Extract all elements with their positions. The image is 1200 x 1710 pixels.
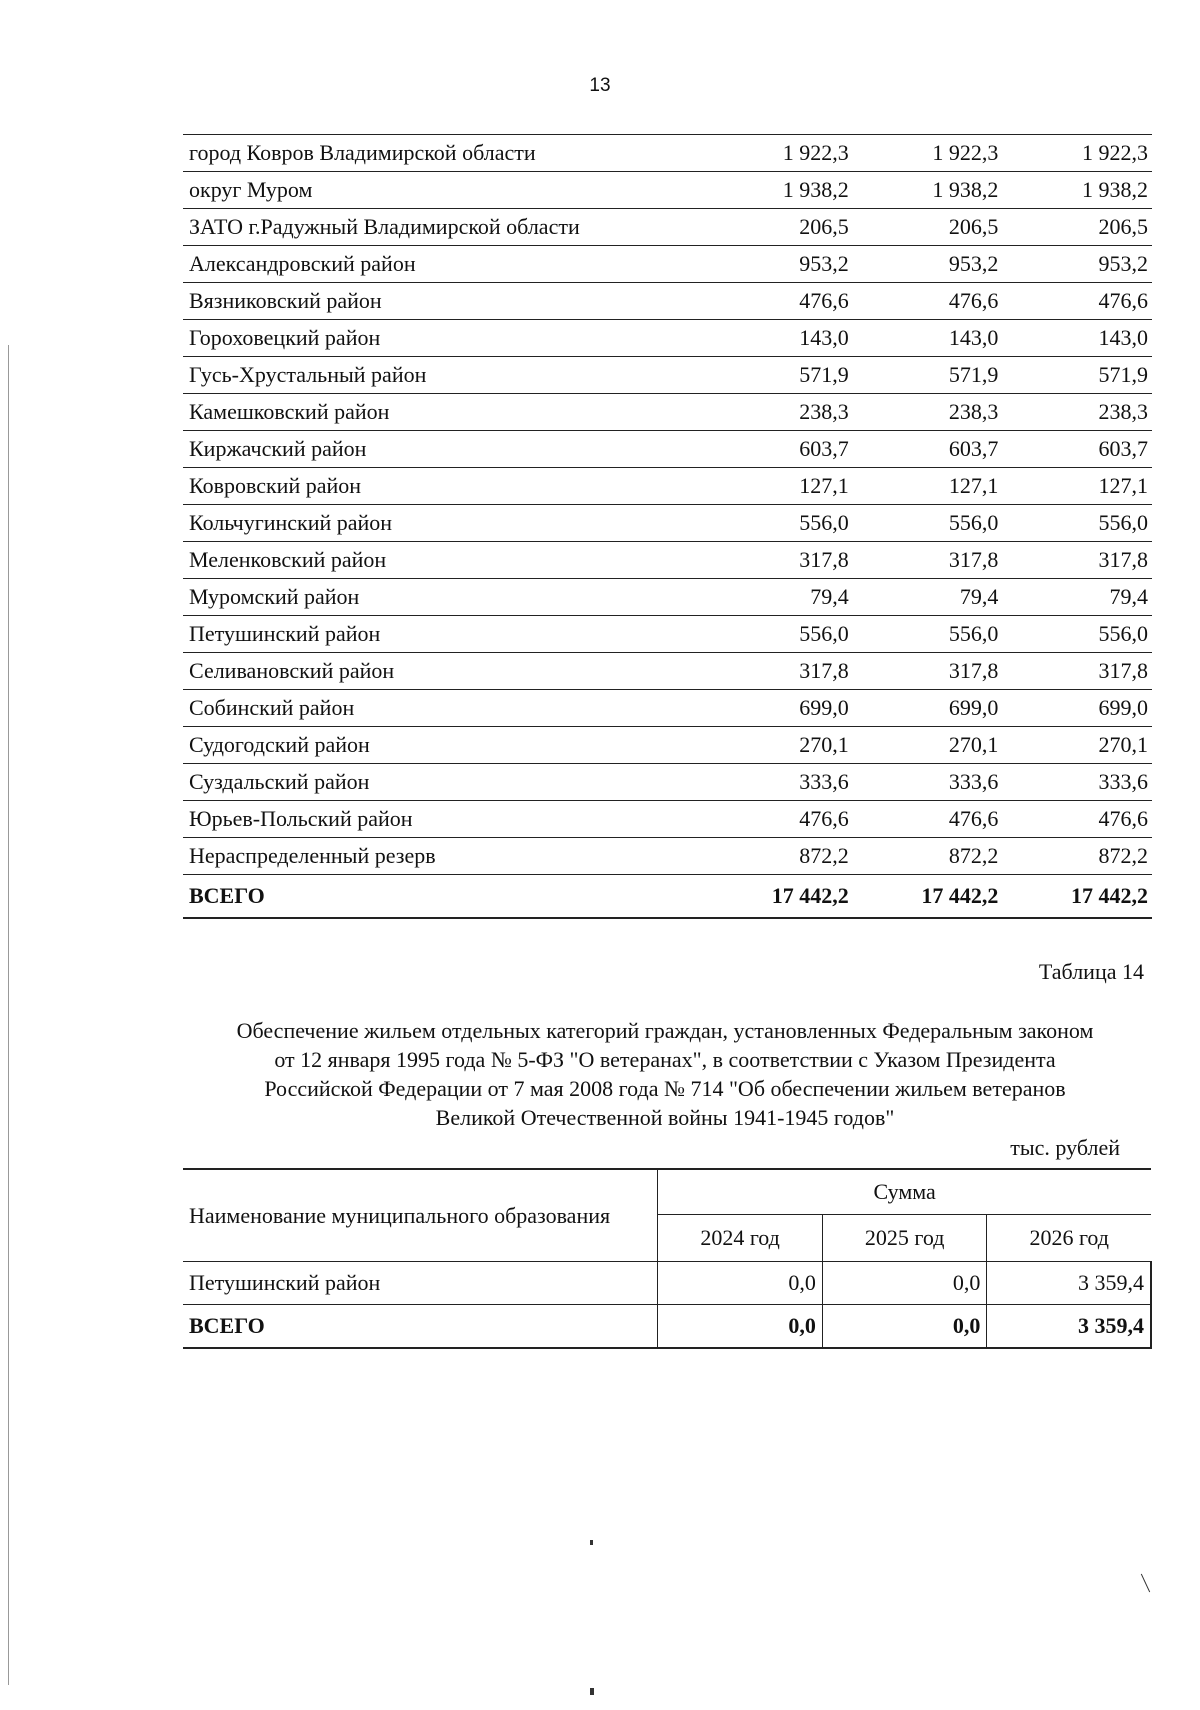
cell-value-2025: 872,2 bbox=[853, 838, 1003, 875]
cell-value-2026: 953,2 bbox=[1002, 246, 1152, 283]
cell-value-2025: 953,2 bbox=[853, 246, 1003, 283]
cell-value-2026: 571,9 bbox=[1002, 357, 1152, 394]
cell-value-2026: 17 442,2 bbox=[1002, 875, 1152, 919]
cell-value-2024: 317,8 bbox=[703, 653, 853, 690]
caption-line: Российской Федерации от 7 мая 2008 года № 714 "Об обеспечении жильем ветеранов bbox=[264, 1076, 1066, 1101]
units-label: тыс. рублей bbox=[1010, 1135, 1120, 1160]
cell-value-2026: 1 922,3 bbox=[1002, 135, 1152, 172]
cell-name: Петушинский район bbox=[183, 1262, 658, 1305]
table-row bbox=[183, 135, 1152, 172]
cell-value-2024: 1 922,3 bbox=[703, 135, 853, 172]
cell-value-2026: 556,0 bbox=[1002, 505, 1152, 542]
cell-value-2025: 556,0 bbox=[853, 505, 1003, 542]
cell-name: Судогодский район bbox=[183, 727, 703, 764]
cell-value-2026: 1 938,2 bbox=[1002, 172, 1152, 209]
column-header-year: 2024 год bbox=[658, 1215, 823, 1262]
table-row bbox=[183, 542, 1152, 579]
table-row bbox=[183, 690, 1152, 727]
cell-value-2026: 872,2 bbox=[1002, 838, 1152, 875]
cell-name: Суздальский район bbox=[183, 764, 703, 801]
cell-value-2026: 476,6 bbox=[1002, 801, 1152, 838]
cell-value-2026: 143,0 bbox=[1002, 320, 1152, 357]
cell-name: Петушинский район bbox=[183, 616, 703, 653]
cell-value-2025: 571,9 bbox=[853, 357, 1003, 394]
cell-name: ЗАТО г.Радужный Владимирской области bbox=[183, 209, 703, 246]
total-row bbox=[183, 1305, 1151, 1349]
cell-value-2024: 127,1 bbox=[703, 468, 853, 505]
cell-value-2024: 79,4 bbox=[703, 579, 853, 616]
table-row bbox=[183, 431, 1152, 468]
column-header-sum: Сумма bbox=[658, 1169, 1151, 1215]
cell-name: ВСЕГО bbox=[183, 1305, 658, 1349]
cell-value-2026: 127,1 bbox=[1002, 468, 1152, 505]
cell-value-2025: 270,1 bbox=[853, 727, 1003, 764]
cell-value-2025: 79,4 bbox=[853, 579, 1003, 616]
cell-value-2025: 699,0 bbox=[853, 690, 1003, 727]
table-row bbox=[183, 209, 1152, 246]
cell-value-2024: 699,0 bbox=[703, 690, 853, 727]
scan-mark bbox=[590, 1540, 593, 1545]
cell-name: Ковровский район bbox=[183, 468, 703, 505]
cell-value-2024: 0,0 bbox=[658, 1305, 823, 1349]
cell-name: Камешковский район bbox=[183, 394, 703, 431]
cell-value-2025: 333,6 bbox=[853, 764, 1003, 801]
table-row bbox=[183, 801, 1152, 838]
table-row bbox=[183, 172, 1152, 209]
cell-value-2024: 603,7 bbox=[703, 431, 853, 468]
cell-value-2024: 556,0 bbox=[703, 505, 853, 542]
cell-value-2026: 317,8 bbox=[1002, 542, 1152, 579]
cell-name: Киржачский район bbox=[183, 431, 703, 468]
cell-value-2026: 476,6 bbox=[1002, 283, 1152, 320]
cell-name: город Ковров Владимирской области bbox=[183, 135, 703, 172]
column-header-year: 2025 год bbox=[822, 1215, 987, 1262]
cell-value-2024: 270,1 bbox=[703, 727, 853, 764]
table-row bbox=[183, 320, 1152, 357]
page-number: 13 bbox=[589, 75, 611, 96]
cell-value-2024: 476,6 bbox=[703, 283, 853, 320]
caption-line: от 12 января 1995 года № 5-ФЗ "О ветеранах", в соответствии с Указом Президента bbox=[274, 1047, 1056, 1072]
cell-value-2025: 603,7 bbox=[853, 431, 1003, 468]
cell-value-2026: 270,1 bbox=[1002, 727, 1152, 764]
cell-value-2025: 143,0 bbox=[853, 320, 1003, 357]
table-row bbox=[183, 727, 1152, 764]
cell-value-2026: 3 359,4 bbox=[987, 1305, 1151, 1349]
cell-value-2025: 206,5 bbox=[853, 209, 1003, 246]
cell-name: ВСЕГО bbox=[183, 875, 703, 919]
cell-value-2025: 476,6 bbox=[853, 283, 1003, 320]
cell-name: Собинский район bbox=[183, 690, 703, 727]
cell-value-2025: 317,8 bbox=[853, 542, 1003, 579]
table-row bbox=[183, 1262, 1151, 1305]
scan-mark bbox=[590, 1688, 594, 1695]
table-row bbox=[183, 283, 1152, 320]
cell-value-2026: 238,3 bbox=[1002, 394, 1152, 431]
cell-value-2025: 17 442,2 bbox=[853, 875, 1003, 919]
scan-mark bbox=[8, 345, 9, 1685]
municipal-allocation-table bbox=[183, 134, 1152, 919]
cell-name: Нераспределенный резерв bbox=[183, 838, 703, 875]
cell-value-2026: 3 359,4 bbox=[987, 1262, 1151, 1305]
cell-value-2024: 556,0 bbox=[703, 616, 853, 653]
cell-value-2024: 872,2 bbox=[703, 838, 853, 875]
cell-value-2025: 1 938,2 bbox=[853, 172, 1003, 209]
cell-value-2024: 571,9 bbox=[703, 357, 853, 394]
table-row bbox=[183, 246, 1152, 283]
column-header-name: Наименование муниципального образования bbox=[183, 1169, 658, 1262]
cell-value-2026: 206,5 bbox=[1002, 209, 1152, 246]
table-row bbox=[183, 505, 1152, 542]
cell-value-2026: 317,8 bbox=[1002, 653, 1152, 690]
column-header-year: 2026 год bbox=[987, 1215, 1151, 1262]
cell-value-2026: 603,7 bbox=[1002, 431, 1152, 468]
cell-value-2026: 79,4 bbox=[1002, 579, 1152, 616]
cell-value-2025: 0,0 bbox=[822, 1305, 987, 1349]
table-row bbox=[183, 838, 1152, 875]
cell-name: Меленковский район bbox=[183, 542, 703, 579]
veterans-housing-table bbox=[183, 1168, 1152, 1349]
cell-value-2024: 1 938,2 bbox=[703, 172, 853, 209]
cell-value-2024: 206,5 bbox=[703, 209, 853, 246]
cell-value-2025: 556,0 bbox=[853, 616, 1003, 653]
cell-value-2024: 317,8 bbox=[703, 542, 853, 579]
scan-mark bbox=[1141, 1574, 1150, 1593]
total-row bbox=[183, 875, 1152, 919]
table-row bbox=[183, 653, 1152, 690]
table-label: Таблица 14 bbox=[1038, 959, 1144, 984]
cell-value-2025: 1 922,3 bbox=[853, 135, 1003, 172]
cell-value-2024: 953,2 bbox=[703, 246, 853, 283]
cell-name: Юрьев-Польский район bbox=[183, 801, 703, 838]
cell-name: Гусь-Хрустальный район bbox=[183, 357, 703, 394]
cell-value-2024: 143,0 bbox=[703, 320, 853, 357]
cell-value-2026: 556,0 bbox=[1002, 616, 1152, 653]
cell-name: округ Муром bbox=[183, 172, 703, 209]
cell-value-2025: 476,6 bbox=[853, 801, 1003, 838]
cell-value-2024: 238,3 bbox=[703, 394, 853, 431]
cell-value-2024: 0,0 bbox=[658, 1262, 823, 1305]
cell-value-2025: 127,1 bbox=[853, 468, 1003, 505]
cell-value-2026: 699,0 bbox=[1002, 690, 1152, 727]
cell-value-2024: 333,6 bbox=[703, 764, 853, 801]
table-row bbox=[183, 616, 1152, 653]
table-caption bbox=[180, 1016, 1150, 1132]
caption-line: Великой Отечественной войны 1941-1945 годов" bbox=[435, 1105, 895, 1130]
cell-value-2025: 238,3 bbox=[853, 394, 1003, 431]
table-row bbox=[183, 579, 1152, 616]
cell-value-2026: 333,6 bbox=[1002, 764, 1152, 801]
cell-name: Вязниковский район bbox=[183, 283, 703, 320]
cell-value-2024: 476,6 bbox=[703, 801, 853, 838]
table-row bbox=[183, 357, 1152, 394]
cell-value-2025: 0,0 bbox=[822, 1262, 987, 1305]
caption-line: Обеспечение жильем отдельных категорий граждан, установленных Федеральным законом bbox=[236, 1018, 1094, 1043]
cell-value-2025: 317,8 bbox=[853, 653, 1003, 690]
table-row bbox=[183, 764, 1152, 801]
cell-name: Александровский район bbox=[183, 246, 703, 283]
table-row bbox=[183, 468, 1152, 505]
cell-name: Кольчугинский район bbox=[183, 505, 703, 542]
cell-name: Гороховецкий район bbox=[183, 320, 703, 357]
cell-value-2024: 17 442,2 bbox=[703, 875, 853, 919]
cell-name: Селивановский район bbox=[183, 653, 703, 690]
table-row bbox=[183, 394, 1152, 431]
cell-name: Муромский район bbox=[183, 579, 703, 616]
